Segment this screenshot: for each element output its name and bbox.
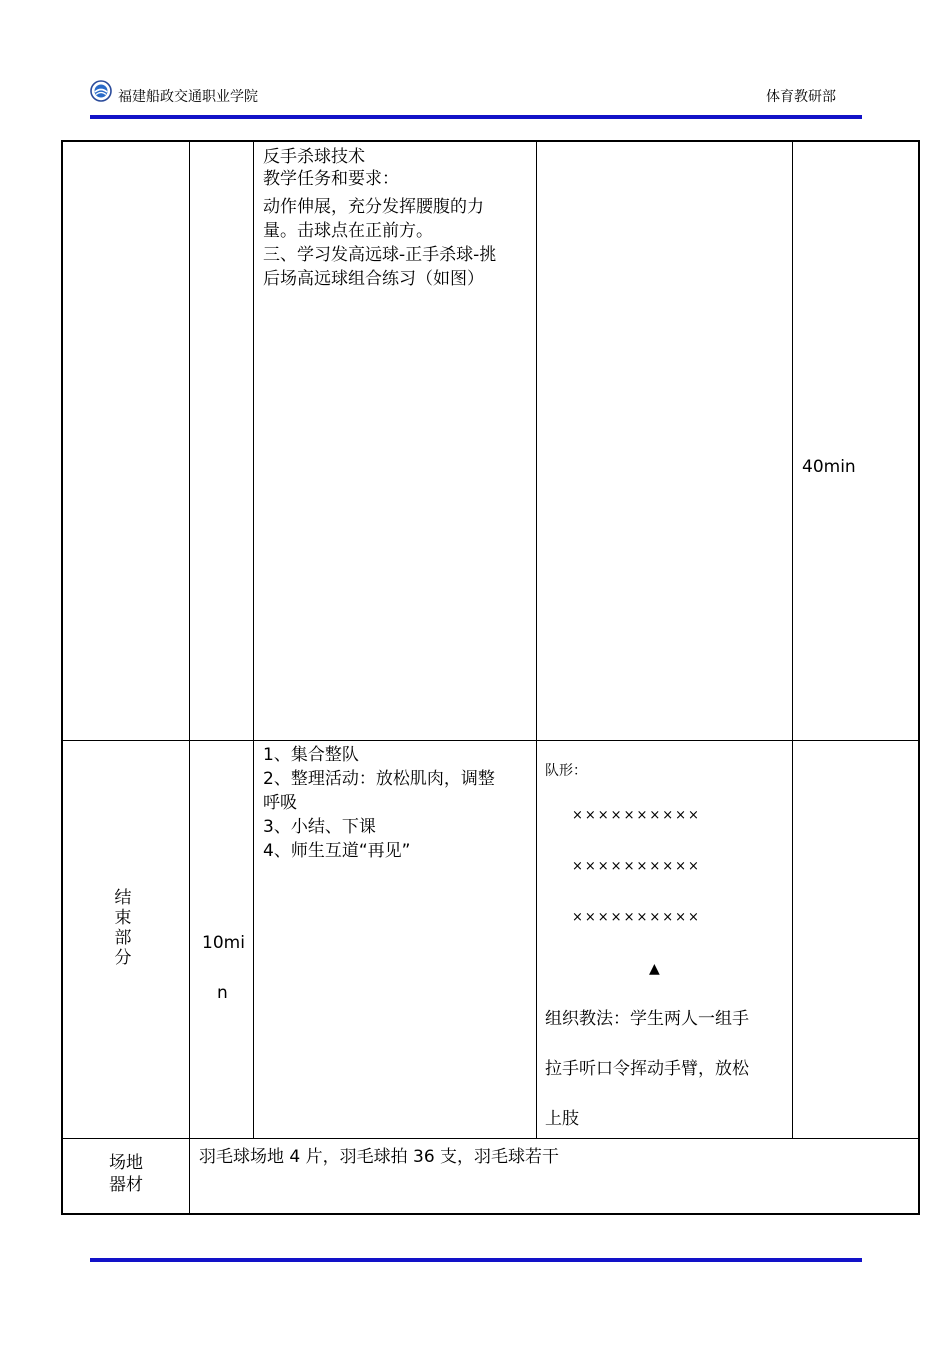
col-divider-3: [536, 140, 537, 1139]
col-divider-2: [253, 140, 254, 1139]
content-line: 三、学习发高远球-正手杀球-挑: [263, 245, 497, 265]
department-name: 体育教研部: [766, 89, 836, 105]
footer-rule: [90, 1258, 862, 1262]
content-line: 4、师生互道“再见”: [263, 841, 411, 861]
method-line: 上肢: [545, 1109, 579, 1129]
teacher-position-marker: ▲: [649, 961, 660, 977]
closing-time-line1: 10mi: [202, 933, 245, 953]
closing-section-label: [111, 888, 135, 968]
content-line: 3、小结、下课: [263, 817, 376, 837]
header-rule: [90, 115, 862, 119]
content-line: 动作伸展，充分发挥腰腹的力: [263, 197, 484, 217]
content-line: 2、整理活动：放松肌肉，调整: [263, 769, 495, 789]
formation-row: ××××××××××: [572, 910, 701, 925]
formation-row: ××××××××××: [572, 808, 701, 823]
school-name: 福建船政交通职业学院: [118, 89, 258, 105]
venue-label-line: 场地: [109, 1153, 143, 1173]
method-line: 拉手听口令挥动手臂，放松: [545, 1059, 749, 1079]
method-line: 组织教法：学生两人一组手: [545, 1009, 749, 1029]
content-line: 反手杀球技术: [263, 147, 365, 167]
closing-time-line2: n: [217, 983, 228, 1003]
col-divider-4: [792, 140, 793, 1139]
school-emblem-icon: [90, 80, 112, 102]
main-section-time: 40min: [802, 457, 856, 477]
col-divider-1: [189, 140, 190, 1215]
content-line: 后场高远球组合练习（如图）: [263, 269, 484, 289]
table-border-right: [918, 140, 920, 1215]
content-line: 量。击球点在正前方。: [263, 221, 433, 241]
venue-label-line: 器材: [109, 1175, 143, 1195]
label-char: 束: [114, 908, 132, 928]
lesson-plan-table: [61, 140, 920, 1215]
label-char: 分: [114, 948, 132, 968]
content-line: 1、集合整队: [263, 745, 359, 765]
page-header: [90, 76, 862, 120]
content-line: 教学任务和要求：: [263, 169, 399, 189]
content-line: 呼吸: [263, 793, 297, 813]
formation-label: 队形：: [545, 763, 587, 779]
formation-row: ××××××××××: [572, 859, 701, 874]
venue-content: 羽毛球场地 4 片，羽毛球拍 36 支，羽毛球若干: [199, 1147, 560, 1167]
label-char: 结: [114, 888, 132, 908]
label-char: 部: [114, 928, 132, 948]
venue-label: [91, 1152, 161, 1196]
table-border-left: [61, 140, 63, 1215]
